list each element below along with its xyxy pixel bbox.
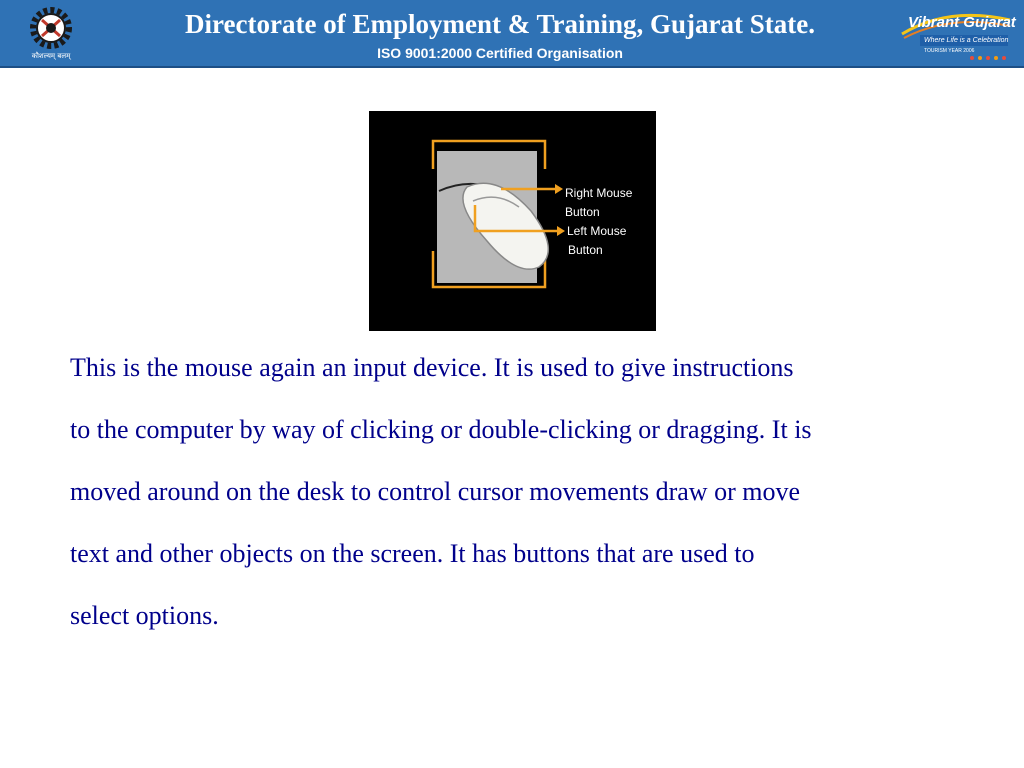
right-button-label-1: Right Mouse [565,186,633,200]
logo-caption: कौशल्यम् बलम् [31,52,71,60]
right-button-label-2: Button [565,205,600,219]
mouse-illustration [369,111,656,331]
paragraph-3: moved around on the desk to control cursor movements draw or move [70,477,800,506]
paragraph-4: text and other objects on the screen. It has buttons that are used to [70,539,755,568]
logo-tagline: Where Life is a Celebration [924,37,1009,44]
logo-year: TOURISM YEAR 2006 [924,48,975,54]
paragraph-5: select options. [70,601,219,630]
description-text [70,348,1000,636]
header-banner [0,0,1024,68]
left-arrowhead-icon [557,226,565,236]
mouse-figure [369,111,656,331]
logo-brand-text: Vibrant Gujarat [908,14,1016,31]
paragraph-1: This is the mouse again an input device. It is used to give instructions [70,353,794,382]
page-subtitle: ISO 9001:2000 Certified Organisation [377,45,623,61]
left-button-label-1: Left Mouse [567,224,627,238]
vibrant-gujarat-logo [898,4,1014,62]
page-title: Directorate of Employment & Training, Gujarat State. [185,9,815,39]
left-button-label-2: Button [568,243,603,257]
paragraph-2: to the computer by way of clicking or double-clicking or dragging. It is [70,415,812,444]
right-arrowhead-icon [555,184,563,194]
